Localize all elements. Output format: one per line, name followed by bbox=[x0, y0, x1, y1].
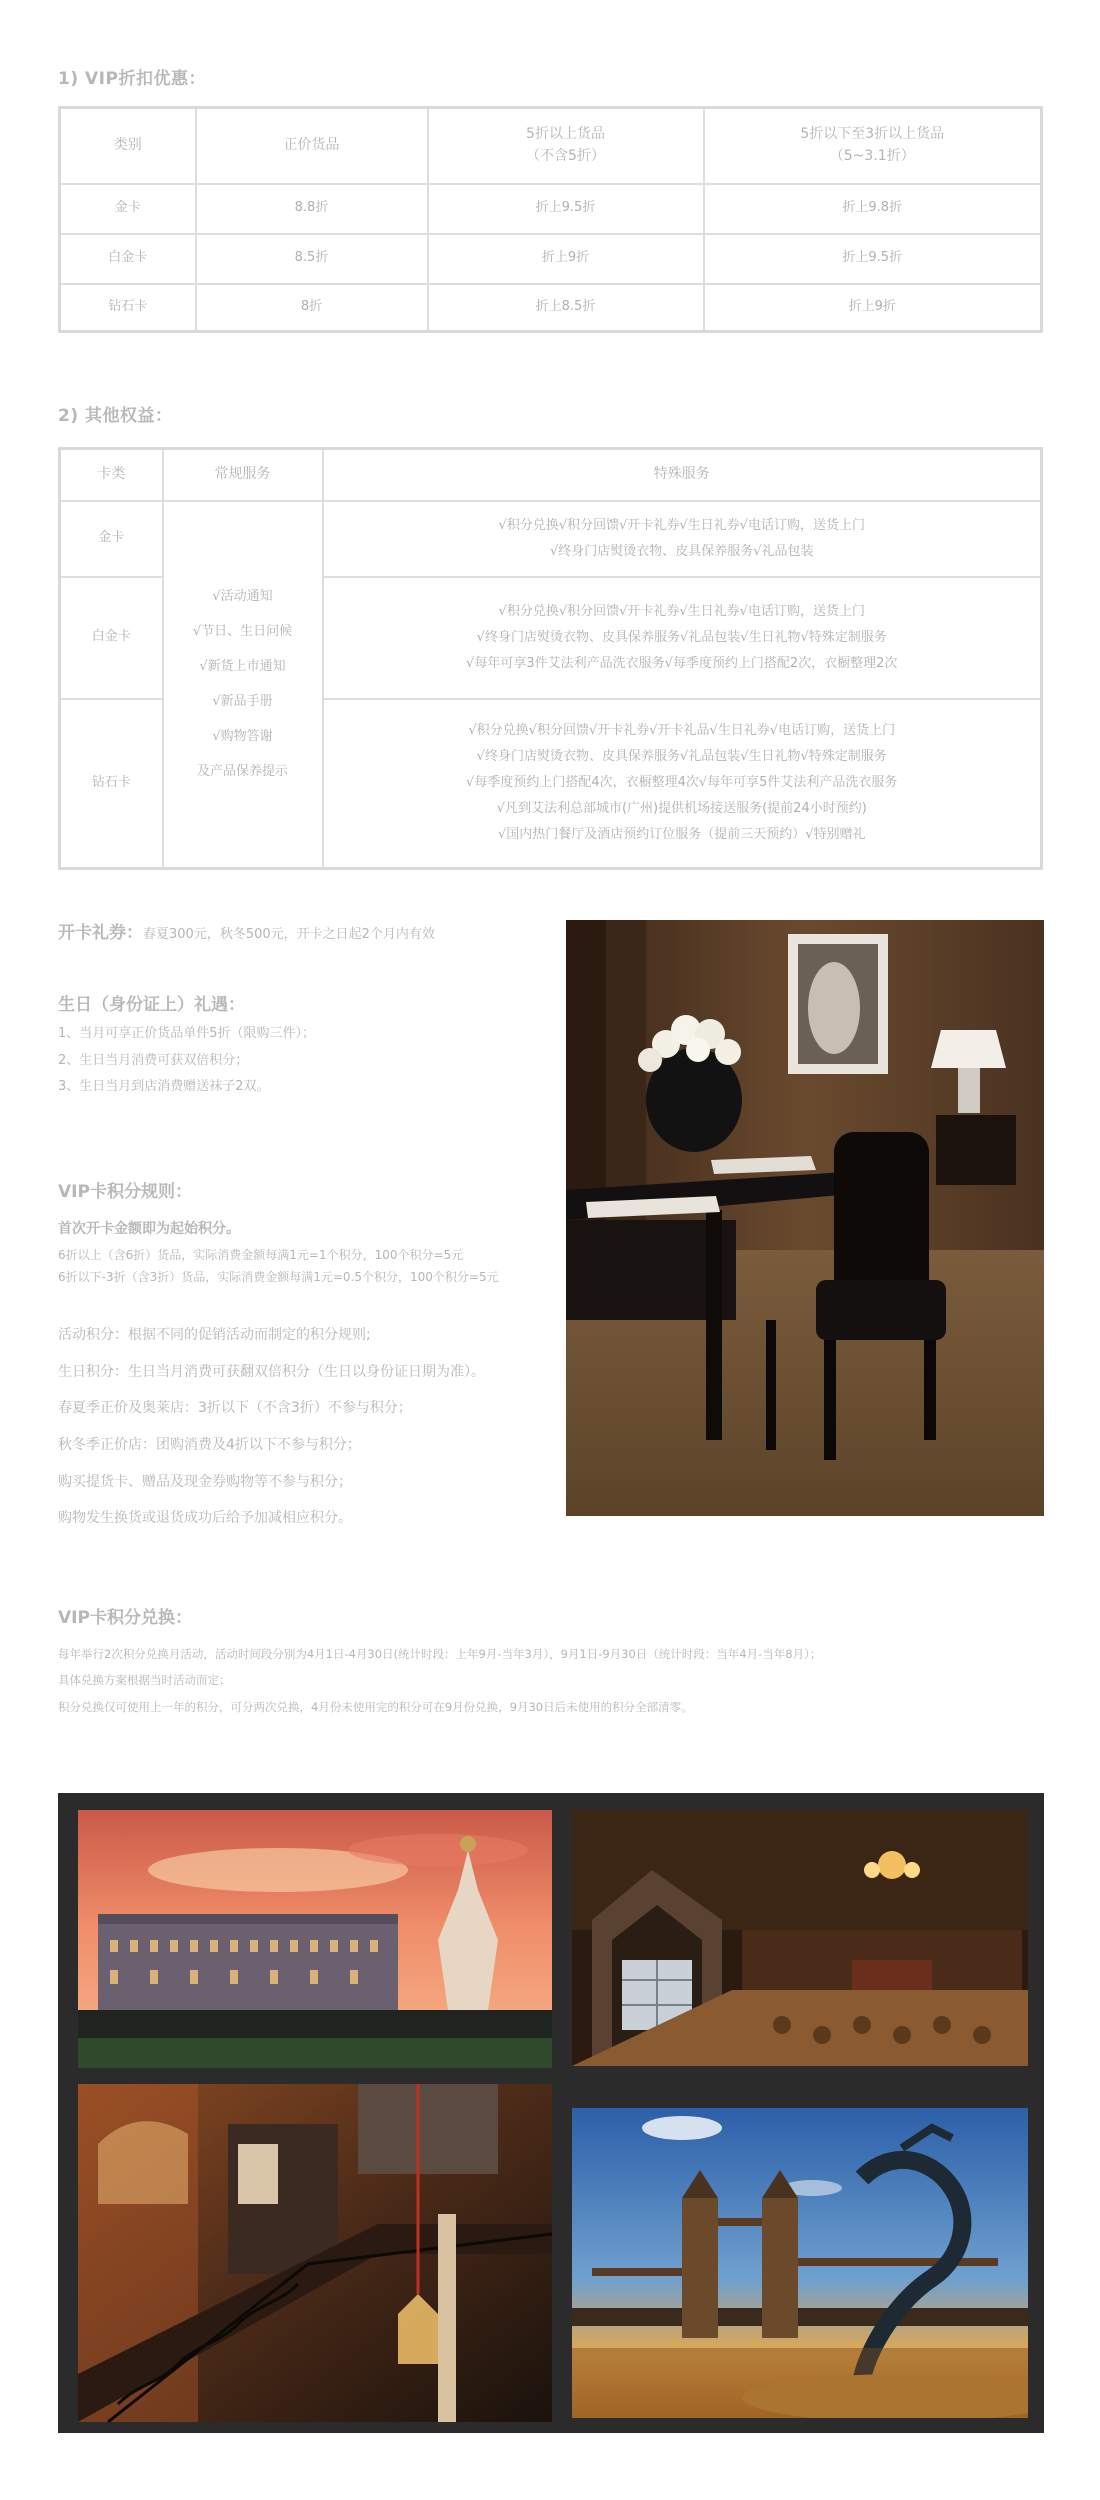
special-services-cell bbox=[323, 699, 1042, 869]
table-row bbox=[60, 184, 1042, 234]
table-header-cell: 卡类 bbox=[60, 449, 163, 501]
special-services-cell bbox=[323, 577, 1042, 699]
special-line: √每年可享3件艾法利产品洗衣服务√每季度预约上门搭配2次，衣橱整理2次 bbox=[466, 655, 898, 671]
table-cell: 折上9.5折 bbox=[704, 234, 1042, 284]
table-cell: 折上9折 bbox=[704, 284, 1042, 332]
points-rule-lines bbox=[58, 1317, 578, 1537]
gift-text: 春夏300元，秋冬500元，开卡之日起2个月内有效 bbox=[143, 927, 435, 942]
gift-line bbox=[58, 918, 558, 946]
list-item: 1、当月可享正价货品单件5折（限购三件）； bbox=[58, 1026, 316, 1041]
regular-services-cell bbox=[163, 501, 323, 869]
table-cell: 折上9.8折 bbox=[704, 184, 1042, 234]
list-item: 2、生日当月消费可获双倍积分； bbox=[58, 1052, 249, 1068]
list-item: 生日积分：生日当月消费可获翻双倍积分（生日以身份证日期为准）。 bbox=[58, 1363, 485, 1380]
service-item: √购物答谢 bbox=[212, 729, 273, 745]
table-header-row bbox=[60, 108, 1042, 184]
section1-heading: 1) VIP折扣优惠： bbox=[58, 69, 206, 89]
special-line: √积分兑换√积分回馈√开卡礼券√生日礼券√电话订购，送货上门 bbox=[498, 517, 865, 533]
table-cell: 折上9折 bbox=[428, 234, 704, 284]
points-rules-heading: VIP卡积分规则： bbox=[58, 1182, 192, 1202]
gift-label: 开卡礼券： bbox=[58, 923, 143, 943]
service-item: √新货上市通知 bbox=[199, 659, 286, 675]
table-cell-card: 钻石卡 bbox=[60, 699, 163, 869]
table-header-cell: 正价货品 bbox=[196, 108, 428, 184]
table-cell: 钻石卡 bbox=[60, 284, 196, 332]
table-header-cell: 特殊服务 bbox=[323, 449, 1042, 501]
special-services-cell bbox=[323, 501, 1042, 577]
list-item: 具体兑换方案根据当时活动而定； bbox=[58, 1673, 231, 1688]
table-header-row bbox=[60, 449, 1042, 501]
table-row bbox=[60, 284, 1042, 332]
birthday-list bbox=[58, 1021, 558, 1101]
table-cell: 8.5折 bbox=[196, 234, 428, 284]
table-cell: 8折 bbox=[196, 284, 428, 332]
exchange-heading: VIP卡积分兑换： bbox=[58, 1608, 192, 1628]
birthday-heading: 生日（身份证上）礼遇： bbox=[58, 995, 245, 1015]
list-item: 活动积分：根据不同的促销活动而制定的积分规则; bbox=[58, 1327, 371, 1343]
table-cell: 折上8.5折 bbox=[428, 284, 704, 332]
list-item: 3、生日当月到店消费赠送袜子2双。 bbox=[58, 1079, 270, 1095]
special-line: √积分兑换√积分回馈√开卡礼券√生日礼券√电话订购，送货上门 bbox=[498, 603, 865, 619]
exchange-lines bbox=[58, 1641, 1058, 1720]
points-small-lines bbox=[58, 1245, 578, 1288]
table-cell-card: 白金卡 bbox=[60, 577, 163, 699]
palace-sunset-photo bbox=[78, 1810, 552, 2068]
table-cell: 白金卡 bbox=[60, 234, 196, 284]
list-item: 购买提货卡、赠品及现金券购物等不参与积分； bbox=[58, 1473, 352, 1490]
list-item: 春夏季正价及奥莱店：3折以下（不含3折）不参与积分； bbox=[58, 1400, 412, 1417]
other-benefits-table bbox=[58, 447, 1043, 870]
vip-discount-table bbox=[58, 106, 1043, 333]
table-header-cell: 类别 bbox=[60, 108, 196, 184]
list-item: 秋冬季正价店：团购消费及4折以下不参与积分； bbox=[58, 1437, 361, 1454]
list-item: 6折以下-3折（含3折）货品，实际消费金额每满1元=0.5个积分，100个积分=5元 bbox=[58, 1269, 499, 1284]
points-intro: 首次开卡金额即为起始积分。 bbox=[58, 1221, 240, 1237]
list-item: 积分兑换仅可使用上一年的积分，可分两次兑换，4月份未使用完的积分可在9月份兑换，9月30日后未使用的积分全部清零。 bbox=[58, 1699, 693, 1714]
table-header-cell: 5折以下至3折以上货品 （5~3.1折） bbox=[704, 108, 1042, 184]
gothic-hall-interior-photo bbox=[572, 1810, 1028, 2066]
list-item: 购物发生换货或退货成功后给予加减相应积分。 bbox=[58, 1510, 352, 1527]
special-line: √终身门店熨烫衣物、皮具保养服务√礼品包装√生日礼物√特殊定制服务 bbox=[476, 629, 887, 645]
table-cell: 金卡 bbox=[60, 184, 196, 234]
section2-heading: 2) 其他权益： bbox=[58, 406, 173, 426]
tower-bridge-statue-photo bbox=[572, 2108, 1028, 2418]
list-item: 6折以上（含6折）货品，实际消费金额每满1元=1个积分，100个积分=5元 bbox=[58, 1248, 464, 1262]
grand-staircase-photo bbox=[78, 2084, 552, 2422]
service-item: √活动通知 bbox=[212, 588, 273, 604]
table-cell: 折上9.5折 bbox=[428, 184, 704, 234]
service-item: 及产品保养提示 bbox=[196, 764, 288, 780]
table-header-cell: 5折以上货品 （不含5折） bbox=[428, 108, 704, 184]
table-cell: 8.8折 bbox=[196, 184, 428, 234]
special-line: √国内热门餐厅及酒店预约订位服务（提前三天预约）√特别赠礼 bbox=[497, 827, 866, 843]
special-line: √终身门店熨烫衣物、皮具保养服务√礼品包装 bbox=[549, 543, 814, 559]
special-line: √积分兑换√积分回馈√开卡礼券√开卡礼品√生日礼券√电话订购，送货上门 bbox=[468, 723, 896, 739]
office-interior-photo bbox=[566, 920, 1044, 1516]
list-item: 每年举行2次积分兑换月活动，活动时间段分别为4月1日-4月30日(统计时段：上年9月-当年3月），9月1日-9月30日（统计时段：当年4月-当年8月）； bbox=[58, 1647, 822, 1661]
service-item: √新品手册 bbox=[212, 694, 273, 710]
table-row bbox=[60, 234, 1042, 284]
table-header-cell: 常规服务 bbox=[163, 449, 323, 501]
table-cell-card: 金卡 bbox=[60, 501, 163, 577]
special-line: √终身门店熨烫衣物、皮具保养服务√礼品包装√生日礼物√特殊定制服务 bbox=[476, 749, 887, 765]
table-row bbox=[60, 501, 1042, 577]
special-line: √每季度预约上门搭配4次，衣橱整理4次√每年可享5件艾法利产品洗衣服务 bbox=[466, 775, 898, 791]
service-item: √节日、生日问候 bbox=[192, 624, 293, 640]
special-line: √凡到艾法利总部城市(广州)提供机场接送服务(提前24小时预约) bbox=[496, 801, 867, 817]
